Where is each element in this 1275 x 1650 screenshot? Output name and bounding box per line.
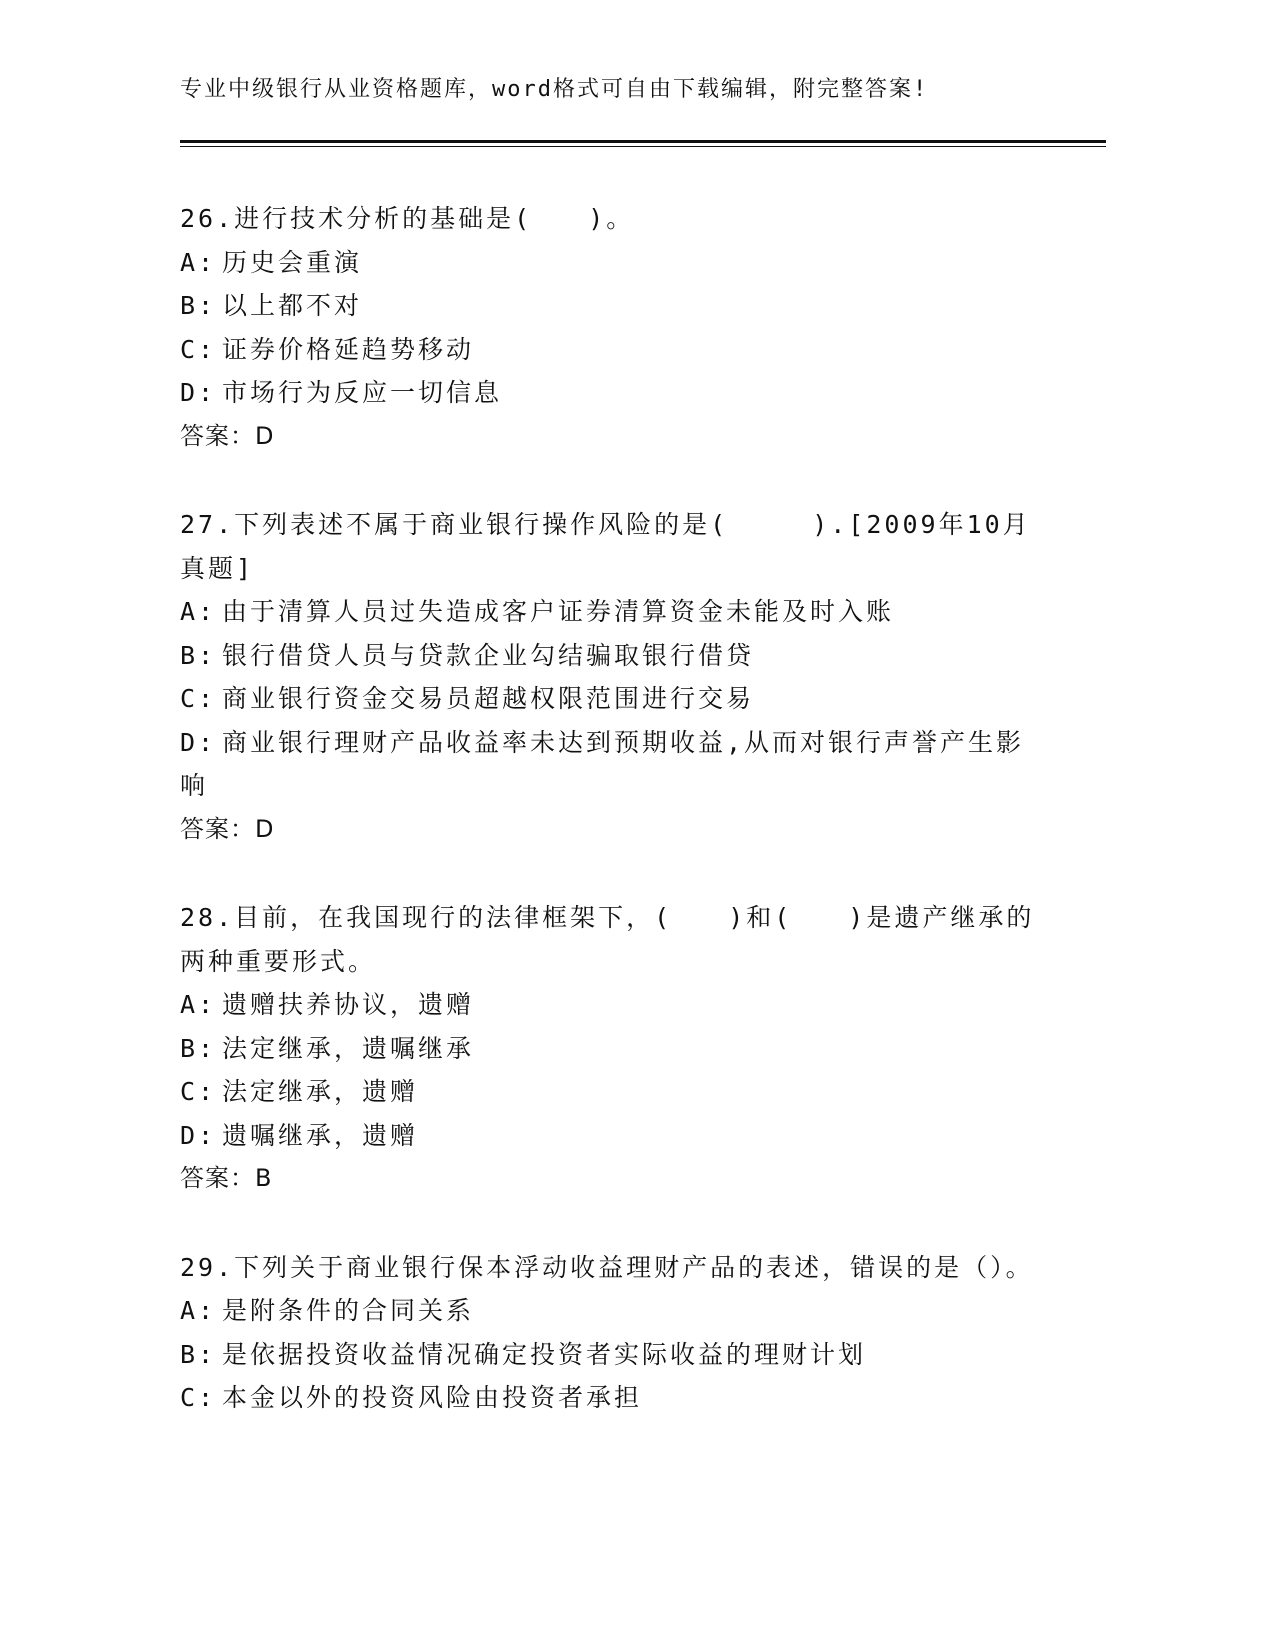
question-29 [180, 1246, 1040, 1420]
option-key: D: [180, 727, 217, 757]
question-number: 29. [180, 1252, 235, 1282]
option-key: C: [180, 1383, 217, 1412]
option-a [180, 590, 1040, 634]
question-27 [180, 503, 1040, 851]
question-text: 目前，在我国现行的法律框架下，( )和( )是遗产继承的两种重要形式。 [180, 903, 1035, 976]
question-number: 26. [180, 204, 235, 233]
option-text: 市场行为反应一切信息 [222, 378, 503, 407]
question-stem [180, 197, 1040, 241]
option-key: B: [180, 291, 217, 320]
option-key: A: [180, 1296, 217, 1325]
option-c [180, 1376, 1040, 1420]
option-key: B: [180, 1033, 217, 1063]
option-a [180, 983, 1040, 1027]
header-rule-thick [180, 140, 1106, 143]
option-key: D: [180, 1120, 217, 1150]
answer-value: B [255, 1164, 273, 1192]
option-a [180, 1289, 1040, 1333]
question-28 [180, 896, 1040, 1201]
question-list [180, 197, 1040, 1465]
question-stem [180, 1246, 1040, 1290]
option-key: C: [180, 334, 217, 364]
option-text: 以上都不对 [222, 291, 363, 320]
option-text: 证券价格延趋势移动 [222, 334, 475, 364]
option-key: B: [180, 1339, 217, 1369]
option-text: 遗赠扶养协议，遗赠 [222, 990, 475, 1019]
option-b [180, 634, 1040, 678]
answer-label: 答案： [180, 421, 255, 450]
option-text: 由于清算人员过失造成客户证券清算资金未能及时入账 [222, 597, 895, 626]
option-a [180, 241, 1040, 285]
page-header: 专业中级银行从业资格题库，word格式可自由下载编辑，附完整答案! [180, 77, 929, 102]
header-rule-thin [180, 146, 1106, 147]
option-c [180, 1070, 1040, 1114]
option-text: 银行借贷人员与贷款企业勾结骗取银行借贷 [222, 640, 755, 670]
option-key: A: [180, 990, 217, 1019]
question-text: 进行技术分析的基础是( )。 [234, 204, 635, 233]
option-d [180, 371, 1040, 415]
answer-label: 答案： [180, 1164, 255, 1192]
question-number: 27. [180, 510, 235, 539]
question-text: 下列表述不属于商业银行操作风险的是( ).[2009年10月真题] [180, 510, 1031, 583]
option-key: D: [180, 378, 217, 407]
question-stem [180, 503, 1040, 590]
option-key: B: [180, 640, 217, 670]
option-key: C: [180, 684, 217, 713]
option-d [180, 721, 1040, 808]
question-number: 28. [180, 903, 235, 932]
option-b [180, 284, 1040, 328]
option-c [180, 328, 1040, 372]
answer-value: D [255, 421, 275, 450]
answer-line [180, 1157, 1040, 1201]
question-26 [180, 197, 1040, 458]
answer-value: D [255, 814, 275, 843]
option-b [180, 1333, 1040, 1377]
option-text: 法定继承，遗嘱继承 [222, 1033, 475, 1063]
option-text: 是附条件的合同关系 [222, 1296, 475, 1325]
option-text: 商业银行资金交易员超越权限范围进行交易 [222, 684, 755, 713]
answer-line [180, 415, 1040, 459]
option-text: 历史会重演 [222, 247, 363, 277]
option-d [180, 1114, 1040, 1158]
question-text: 下列关于商业银行保本浮动收益理财产品的表述，错误的是（）。 [234, 1252, 1034, 1282]
question-stem [180, 896, 1040, 983]
option-text: 商业银行理财产品收益率未达到预期收益,从而对银行声誉产生影响 [180, 727, 1025, 800]
option-text: 本金以外的投资风险由投资者承担 [222, 1383, 643, 1412]
option-text: 法定继承，遗赠 [222, 1077, 419, 1106]
answer-line [180, 808, 1040, 852]
option-b [180, 1027, 1040, 1071]
option-c [180, 677, 1040, 721]
option-key: A: [180, 247, 217, 277]
answer-label: 答案： [180, 814, 255, 843]
option-key: C: [180, 1077, 217, 1106]
option-key: A: [180, 597, 217, 626]
option-text: 是依据投资收益情况确定投资者实际收益的理财计划 [222, 1339, 867, 1369]
option-text: 遗嘱继承，遗赠 [222, 1120, 419, 1150]
